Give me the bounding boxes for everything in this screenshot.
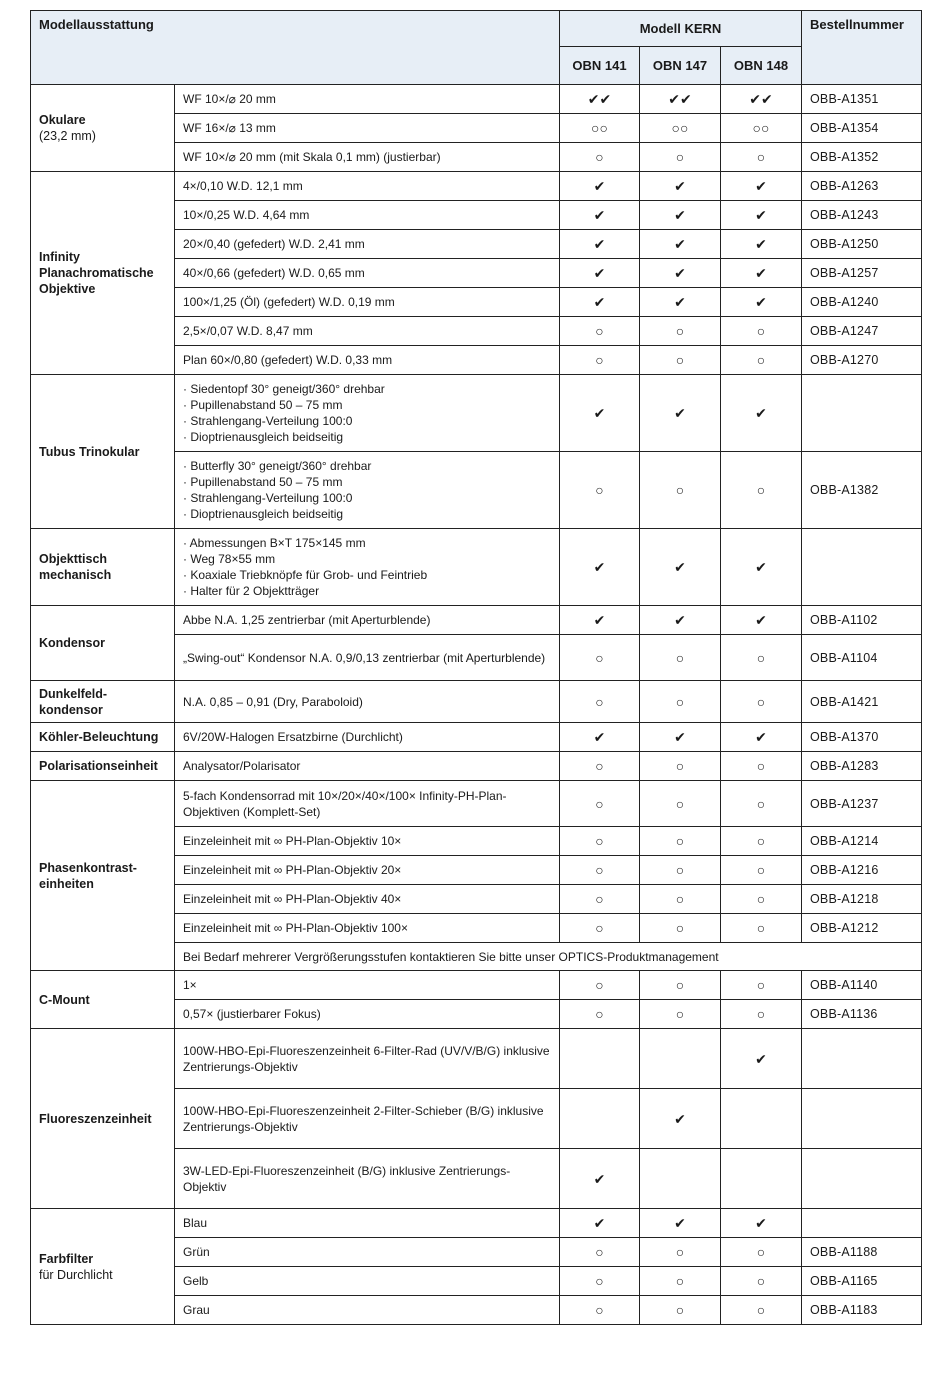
availability-mark: ✔ [560, 529, 640, 606]
order-number-cell: OBB-A1240 [802, 288, 922, 317]
availability-mark: ✔ [560, 201, 640, 230]
order-number-cell [802, 1089, 922, 1149]
availability-mark: ○ [560, 681, 640, 723]
category-label: Infinity Planachromatische Objektive [39, 250, 154, 296]
availability-mark: ✔ [560, 723, 640, 752]
availability-mark: ○ [560, 827, 640, 856]
description-cell: 20×/0,40 (gefedert) W.D. 2,41 mm [175, 230, 560, 259]
availability-mark: ○ [640, 1267, 721, 1296]
description-cell: Grau [175, 1296, 560, 1325]
availability-mark: ✔ [640, 288, 721, 317]
availability-mark: ○ [721, 452, 802, 529]
description-cell: „Swing-out“ Kondensor N.A. 0,9/0,13 zentrierbar (mit Aperturblende) [175, 635, 560, 681]
description-cell: Einzeleinheit mit ∞ PH-Plan-Objektiv 20× [175, 856, 560, 885]
description-cell: WF 16×/⌀ 13 mm [175, 114, 560, 143]
order-number-cell [802, 375, 922, 452]
availability-mark: ○ [560, 856, 640, 885]
order-number-cell [802, 1029, 922, 1089]
order-number-cell [802, 529, 922, 606]
order-number-cell: OBB-A1243 [802, 201, 922, 230]
order-number-cell: OBB-A1218 [802, 885, 922, 914]
availability-mark: ✔ [560, 288, 640, 317]
feature-list [183, 535, 551, 599]
feature-item: · Abmessungen B×T 175×145 mm [183, 535, 551, 551]
availability-mark: ○ [640, 827, 721, 856]
category-cell [31, 971, 175, 1029]
header-model: OBN 147 [640, 47, 721, 85]
availability-mark: ○ [560, 781, 640, 827]
order-number-cell: OBB-A1104 [802, 635, 922, 681]
availability-mark: ✔ [640, 201, 721, 230]
order-number-cell: OBB-A1250 [802, 230, 922, 259]
availability-mark: ✔ [721, 172, 802, 201]
availability-mark: ○ [640, 856, 721, 885]
description-cell: 3W-LED-Epi-Fluoreszenzeinheit (B/G) inklusive Zentrierungs-Objektiv [175, 1149, 560, 1209]
availability-mark: ✔ [560, 375, 640, 452]
order-number-cell: OBB-A1263 [802, 172, 922, 201]
description-cell: WF 10×/⌀ 20 mm (mit Skala 0,1 mm) (justierbar) [175, 143, 560, 172]
feature-item: · Strahlengang-Verteilung 100:0 [183, 490, 551, 506]
availability-mark: ○ [640, 781, 721, 827]
availability-mark: ✔ [721, 288, 802, 317]
table-row [31, 529, 922, 606]
availability-mark [560, 1029, 640, 1089]
availability-mark [640, 1149, 721, 1209]
table-row [31, 606, 922, 635]
category-label: Phasenkontrast-einheiten [39, 860, 137, 891]
table-row [31, 85, 922, 114]
description-cell: 1× [175, 971, 560, 1000]
category-label: Dunkelfeld-kondensor [39, 686, 108, 717]
table-row [31, 781, 922, 827]
category-cell [31, 681, 175, 723]
availability-mark: ○ [640, 885, 721, 914]
category-cell [31, 781, 175, 971]
availability-mark: ○ [640, 752, 721, 781]
availability-mark: ○ [721, 856, 802, 885]
availability-mark: ○ [640, 681, 721, 723]
availability-mark: ✔ [721, 529, 802, 606]
order-number-cell: OBB-A1216 [802, 856, 922, 885]
availability-mark: ○ [560, 635, 640, 681]
header-model: OBN 141 [560, 47, 640, 85]
description-cell: Einzeleinheit mit ∞ PH-Plan-Objektiv 10× [175, 827, 560, 856]
availability-mark: ○ [560, 346, 640, 375]
availability-mark: ✔ [721, 606, 802, 635]
description-cell: 4×/0,10 W.D. 12,1 mm [175, 172, 560, 201]
order-number-cell: OBB-A1214 [802, 827, 922, 856]
availability-mark: ○ [560, 914, 640, 943]
table-row [31, 681, 922, 723]
category-cell [31, 752, 175, 781]
category-label: Köhler-Beleuchtung [39, 730, 159, 744]
category-label: Fluoreszenzeinheit [39, 1111, 152, 1126]
order-number-cell: OBB-A1212 [802, 914, 922, 943]
availability-mark: ○ [640, 317, 721, 346]
category-label: Tubus Trinokular [39, 444, 140, 459]
order-number-cell: OBB-A1165 [802, 1267, 922, 1296]
order-number-cell: OBB-A1188 [802, 1238, 922, 1267]
feature-item: · Dioptrienausgleich beidseitig [183, 429, 551, 445]
order-number-cell: OBB-A1352 [802, 143, 922, 172]
category-cell [31, 1209, 175, 1325]
order-number-cell: OBB-A1351 [802, 85, 922, 114]
description-cell: 5-fach Kondensorrad mit 10×/20×/40×/100× Infinity-PH-Plan-Objektiven (Komplett-Set) [175, 781, 560, 827]
availability-mark: ○ [721, 317, 802, 346]
availability-mark: ○ [721, 143, 802, 172]
availability-mark: ○ [560, 971, 640, 1000]
availability-mark: ✔ [640, 1209, 721, 1238]
note-cell: Bei Bedarf mehrerer Vergrößerungsstufen kontaktieren Sie bitte unser OPTICS-Produktmanagement [175, 943, 922, 971]
description-cell: Analysator/Polarisator [175, 752, 560, 781]
category-cell [31, 606, 175, 681]
order-number-cell: OBB-A1370 [802, 723, 922, 752]
order-number-cell: OBB-A1382 [802, 452, 922, 529]
category-cell [31, 1029, 175, 1209]
feature-item: · Halter für 2 Objektträger [183, 583, 551, 599]
order-number-cell: OBB-A1237 [802, 781, 922, 827]
availability-mark: ✔ [640, 375, 721, 452]
description-cell: 100×/1,25 (Öl) (gefedert) W.D. 0,19 mm [175, 288, 560, 317]
description-cell: Abbe N.A. 1,25 zentrierbar (mit Aperturblende) [175, 606, 560, 635]
order-number-cell: OBB-A1140 [802, 971, 922, 1000]
availability-mark: ✔✔ [560, 85, 640, 114]
availability-mark: ✔ [560, 1209, 640, 1238]
order-number-cell [802, 1209, 922, 1238]
feature-item: · Weg 78×55 mm [183, 551, 551, 567]
availability-mark: ✔ [560, 606, 640, 635]
availability-mark: ○ [721, 681, 802, 723]
description-cell: Gelb [175, 1267, 560, 1296]
description-cell: WF 10×/⌀ 20 mm [175, 85, 560, 114]
category-label: C-Mount [39, 992, 90, 1007]
header-model: OBN 148 [721, 47, 802, 85]
category-cell [31, 723, 175, 752]
table-row [31, 172, 922, 201]
availability-mark: ○ [640, 1000, 721, 1029]
category-label: Okulare [39, 113, 86, 127]
availability-mark: ○ [721, 1296, 802, 1325]
availability-mark: ○ [721, 971, 802, 1000]
description-cell: Grün [175, 1238, 560, 1267]
category-label: Polarisationseinheit [39, 759, 158, 773]
availability-mark: ○ [721, 346, 802, 375]
header-equipment: Modellausstattung [31, 11, 560, 85]
order-number-cell: OBB-A1183 [802, 1296, 922, 1325]
availability-mark: ○ [560, 317, 640, 346]
description-cell: Blau [175, 1209, 560, 1238]
availability-mark [640, 1029, 721, 1089]
order-number-cell: OBB-A1270 [802, 346, 922, 375]
description-cell: Einzeleinheit mit ∞ PH-Plan-Objektiv 40× [175, 885, 560, 914]
table-row [31, 1029, 922, 1089]
availability-mark: ○ [721, 1000, 802, 1029]
feature-item: · Strahlengang-Verteilung 100:0 [183, 413, 551, 429]
availability-mark: ✔ [640, 723, 721, 752]
description-cell: Plan 60×/0,80 (gefedert) W.D. 0,33 mm [175, 346, 560, 375]
availability-mark: ○ [721, 914, 802, 943]
order-number-cell: OBB-A1283 [802, 752, 922, 781]
availability-mark: ○ [640, 971, 721, 1000]
order-number-cell [802, 1149, 922, 1209]
table-row [31, 723, 922, 752]
availability-mark: ○ [560, 143, 640, 172]
feature-item: · Koaxiale Triebknöpfe für Grob- und Feintrieb [183, 567, 551, 583]
description-cell: 40×/0,66 (gefedert) W.D. 0,65 mm [175, 259, 560, 288]
availability-mark: ○ [560, 1000, 640, 1029]
availability-mark: ✔ [721, 1209, 802, 1238]
availability-mark: ✔ [640, 259, 721, 288]
order-number-cell: OBB-A1102 [802, 606, 922, 635]
table-row [31, 752, 922, 781]
availability-mark: ○○ [560, 114, 640, 143]
description-cell: 2,5×/0,07 W.D. 8,47 mm [175, 317, 560, 346]
availability-mark: ✔ [560, 259, 640, 288]
availability-mark: ○ [640, 1238, 721, 1267]
availability-mark: ○ [721, 827, 802, 856]
availability-mark [560, 1089, 640, 1149]
availability-mark: ✔ [721, 230, 802, 259]
availability-mark: ✔ [721, 1029, 802, 1089]
availability-mark: ○ [560, 1267, 640, 1296]
feature-item: · Butterfly 30° geneigt/360° drehbar [183, 458, 551, 474]
equipment-table [30, 10, 922, 1325]
order-number-cell: OBB-A1136 [802, 1000, 922, 1029]
availability-mark: ○ [640, 143, 721, 172]
header-model-group: Modell KERN [560, 11, 802, 47]
description-cell: 10×/0,25 W.D. 4,64 mm [175, 201, 560, 230]
description-cell [175, 452, 560, 529]
table-row [31, 971, 922, 1000]
availability-mark: ○ [560, 1238, 640, 1267]
availability-mark: ○ [640, 914, 721, 943]
availability-mark: ✔ [640, 529, 721, 606]
availability-mark: ✔ [721, 723, 802, 752]
availability-mark: ✔ [560, 230, 640, 259]
order-number-cell: OBB-A1421 [802, 681, 922, 723]
description-cell [175, 375, 560, 452]
category-cell [31, 529, 175, 606]
availability-mark: ○○ [640, 114, 721, 143]
category-sublabel: für Durchlicht [39, 1267, 113, 1282]
availability-mark: ○ [560, 752, 640, 781]
availability-mark: ✔ [560, 1149, 640, 1209]
description-cell: 6V/20W-Halogen Ersatzbirne (Durchlicht) [175, 723, 560, 752]
availability-mark: ✔ [721, 201, 802, 230]
availability-mark: ○ [721, 1238, 802, 1267]
order-number-cell: OBB-A1257 [802, 259, 922, 288]
description-cell: 0,57× (justierbarer Fokus) [175, 1000, 560, 1029]
availability-mark: ○ [721, 1267, 802, 1296]
availability-mark: ✔ [721, 375, 802, 452]
availability-mark: ○ [640, 635, 721, 681]
availability-mark: ○ [721, 752, 802, 781]
feature-item: · Dioptrienausgleich beidseitig [183, 506, 551, 522]
table-row [31, 375, 922, 452]
feature-list [183, 458, 551, 522]
category-cell [31, 172, 175, 375]
availability-mark: ○ [560, 1296, 640, 1325]
availability-mark: ○○ [721, 114, 802, 143]
availability-mark: ✔✔ [721, 85, 802, 114]
availability-mark: ✔ [640, 606, 721, 635]
category-cell [31, 375, 175, 529]
availability-mark: ○ [721, 885, 802, 914]
availability-mark [721, 1089, 802, 1149]
description-cell: 100W-HBO-Epi-Fluoreszenzeinheit 6-Filter-Rad (UV/V/B/G) inklusive Zentrierungs-Objektiv [175, 1029, 560, 1089]
table-row [31, 1209, 922, 1238]
availability-mark: ○ [560, 452, 640, 529]
category-label: Kondensor [39, 636, 105, 650]
table-body [31, 85, 922, 1325]
availability-mark: ✔ [721, 259, 802, 288]
availability-mark: ○ [721, 635, 802, 681]
availability-mark: ✔ [640, 230, 721, 259]
feature-item: · Pupillenabstand 50 – 75 mm [183, 474, 551, 490]
category-label: Farbfilter [39, 1251, 94, 1266]
description-cell: N.A. 0,85 – 0,91 (Dry, Paraboloid) [175, 681, 560, 723]
availability-mark: ✔ [640, 172, 721, 201]
availability-mark: ○ [640, 452, 721, 529]
description-cell [175, 529, 560, 606]
order-number-cell: OBB-A1247 [802, 317, 922, 346]
availability-mark: ✔✔ [640, 85, 721, 114]
table-header [31, 11, 922, 85]
feature-list [183, 381, 551, 445]
description-cell: 100W-HBO-Epi-Fluoreszenzeinheit 2-Filter-Schieber (B/G) inklusive Zentrierungs-Objektiv [175, 1089, 560, 1149]
order-number-cell: OBB-A1354 [802, 114, 922, 143]
availability-mark: ○ [640, 346, 721, 375]
category-label: Objekttisch mechanisch [39, 552, 112, 582]
feature-item: · Pupillenabstand 50 – 75 mm [183, 397, 551, 413]
availability-mark: ○ [721, 781, 802, 827]
availability-mark: ○ [560, 885, 640, 914]
header-order-number: Bestellnummer [802, 11, 922, 85]
availability-mark [721, 1149, 802, 1209]
category-cell [31, 85, 175, 172]
availability-mark: ○ [640, 1296, 721, 1325]
description-cell: Einzeleinheit mit ∞ PH-Plan-Objektiv 100× [175, 914, 560, 943]
availability-mark: ✔ [560, 172, 640, 201]
category-sublabel: (23,2 mm) [39, 129, 96, 143]
availability-mark: ✔ [640, 1089, 721, 1149]
feature-item: · Siedentopf 30° geneigt/360° drehbar [183, 381, 551, 397]
